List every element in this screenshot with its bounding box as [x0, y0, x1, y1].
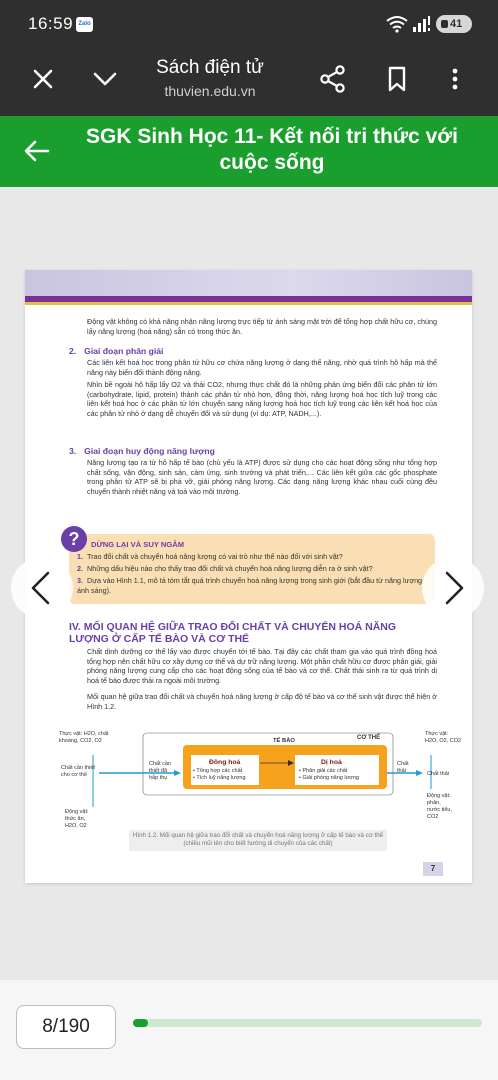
section-2-paragraph-2: Nhìn bề ngoài hô hấp lấy O2 và thải CO2, nhưng thực chất đó là những phản ứng biến đổi các phân tử lớn (carbohydrate, lipid, protein) thành các phân tử nhỏ hơn, đồng thời, năng lượng hoá học tích luỹ trong các liên kết hoá học ở các phân tử lớn chuyển sang năng lượng hoá học tích luỹ trong các liên kết hoá học của các phân tử nhỏ ở dạng dễ chuyển đổi và sử dụng (ví dụ: ATP, NADH,...).	[87, 380, 437, 418]
diagram-needed-2: cho cơ thể	[61, 772, 87, 778]
signal-icon	[412, 15, 432, 33]
page-number: 7	[423, 862, 443, 876]
diagram-anabolism-item-1: • Tổng hợp các chất	[193, 768, 243, 774]
diagram-cell-waste-2: thải	[397, 768, 406, 774]
diagram-anabolism-item-2: • Tích luỹ năng lượng	[193, 775, 246, 781]
diagram-plant-input-2: khoáng, CO2, O2	[59, 738, 102, 744]
section-2-title: Giai đoạn phân giải	[84, 346, 164, 356]
wifi-icon	[386, 15, 408, 33]
reader-footer	[0, 980, 498, 1080]
diagram-absorb-2: thiết đã	[149, 768, 168, 774]
section-3-number: 3.	[69, 446, 77, 456]
section-2-heading	[69, 346, 163, 356]
diagram-cell-waste-1: Chất	[397, 761, 409, 767]
review-question-3: 3. Dựa vào Hình 1.1, mô tả tóm tắt quá trình chuyển hoá năng lượng trong sinh giới (bắt đầu từ năng lượng ánh sáng).	[77, 576, 423, 595]
back-arrow-icon[interactable]	[22, 136, 52, 166]
diagram-body-label: CƠ THỂ	[357, 735, 381, 741]
section-4-paragraph-1: Chất dinh dưỡng cơ thể lấy vào được chuyển tới tế bào. Tại đây các chất tham gia vào quá trình đồng hoá tổng hợp nên chất hữu cơ xây dựng cơ thể và dự trữ năng lượng. Một phần chất hữu cơ được phân giải, giải phóng năng lượng cung cấp cho các hoạt động sống của tế bào và cơ thể. Chất thải sinh ra từ quá trình dị hoá tế bào được thải ra ngoài môi trường.	[87, 647, 437, 685]
section-4-heading: IV. MỐI QUAN HỆ GIỮA TRAO ĐỔI CHẤT VÀ CHUYỂN HOÁ NĂNG LƯỢNG Ở CẤP TẾ BÀO VÀ CƠ THỂ	[69, 621, 397, 645]
section-3-paragraph: Năng lượng tạo ra từ hô hấp tế bào (chủ yếu là ATP) được sử dụng cho các hoạt động sống như tổng hợp chất sống, vận động, sinh sản, cảm ứng, sinh trưởng và phát triển,... Các liên kết giữa các gốc phosphate trong phân tử ATP sẽ bị phá vỡ, giải phóng năng lượng. Các dạng năng lượng khác nhau cuối cùng đều chuyển thành nhiệt năng và toả vào môi trường.	[87, 458, 437, 496]
status-time: 16:59	[28, 14, 74, 33]
diagram-plant-output-1: Thực vật:	[425, 731, 449, 737]
section-4-paragraph-2: Mối quan hệ giữa trao đổi chất và chuyển hoá năng lượng ở cấp độ tế bào và cơ thể sinh vật được thể hiện ở Hình 1.2.	[87, 692, 437, 711]
battery-icon: 41	[436, 15, 472, 33]
page-counter[interactable]: 8/190	[16, 1005, 116, 1049]
diagram-animal-output-2: phân,	[427, 800, 441, 806]
zalo-icon: Zalo	[76, 17, 93, 32]
book-title: SGK Sinh Học 11- Kết nối tri thức với cuộc sống	[85, 125, 459, 174]
close-icon[interactable]	[28, 64, 58, 94]
diagram-waste-out: Chất thải	[427, 771, 450, 777]
paragraph-intro: Động vật không có khả năng nhận năng lượng trực tiếp từ ánh sáng mặt trời để tổng hợp chất hữu cơ, chúng lấy năng lượng (hoá năng) sẵn có trong thức ăn.	[87, 317, 437, 336]
browser-toolbar	[0, 48, 498, 116]
diagram-animal-output-1: Động vật:	[427, 793, 451, 799]
diagram-cell-label: TẾ BÀO	[273, 738, 295, 744]
review-question-1: 1. Trao đổi chất và chuyển hoá năng lượng có vai trò như thế nào đối với sinh vật?	[77, 552, 343, 561]
diagram-catabolism-item-1: • Phân giải các chất	[299, 768, 348, 774]
diagram-animal-input-2: thức ăn,	[65, 816, 86, 822]
question-icon: ?	[61, 526, 87, 552]
browser-page-title: Sách điện tử	[156, 57, 264, 78]
chevron-down-icon[interactable]	[90, 64, 120, 94]
share-icon[interactable]	[318, 64, 348, 94]
section-2-number: 2.	[69, 346, 77, 356]
page-stripe-accent	[25, 302, 472, 305]
more-vert-icon[interactable]	[440, 64, 470, 94]
diagram-anabolism-title: Đồng hoá	[209, 759, 241, 766]
diagram-animal-output-3: nước tiểu,	[427, 807, 453, 813]
chevron-right-icon[interactable]	[422, 557, 484, 619]
diagram-plant-input-1: Thực vật: H2O, chất	[59, 731, 109, 737]
diagram-animal-input-1: Động vật:	[65, 809, 89, 815]
page-banner	[25, 270, 472, 296]
status-bar	[0, 0, 498, 48]
document-page	[25, 270, 472, 883]
diagram-needed-1: Chất cần thiết	[61, 765, 95, 771]
section-3-heading	[69, 446, 215, 456]
diagram-absorb-3: hấp thụ	[149, 775, 168, 781]
figure-caption: Hình 1.2. Mối quan hệ giữa trao đổi chất và chuyển hoá năng lượng ở cấp tế bào và cơ thể (chiều mũi tên cho biết hướng di chuyển của các chất)	[129, 830, 387, 851]
diagram-catabolism-title: Dị hoá	[321, 759, 342, 766]
diagram-catabolism-item-2: • Giải phóng năng lượng	[299, 775, 359, 781]
browser-title-area[interactable]	[130, 56, 290, 102]
diagram-absorb-1: Chất cần	[149, 761, 172, 767]
diagram-plant-output-2: H2O, O2, CO2	[425, 738, 462, 744]
browser-url: thuvien.edu.vn	[164, 83, 256, 99]
diagram-animal-input-3: H2O, O2	[65, 823, 87, 829]
bookmark-icon[interactable]	[382, 64, 412, 94]
chevron-left-icon[interactable]	[11, 557, 73, 619]
section-2-paragraph-1: Các liên kết hoá học trong phân tử hữu cơ chứa năng lượng ở dạng thế năng, nhờ quá trình hô hấp mà thế năng này biến đổi thành động năng.	[87, 358, 437, 377]
section-3-title: Giai đoạn huy động năng lượng	[84, 446, 215, 456]
book-viewer[interactable]	[0, 187, 498, 980]
review-question-2: 2. Những dấu hiệu nào cho thấy trao đổi chất và chuyển hoá năng lượng diễn ra ở sinh vật?	[77, 564, 373, 573]
review-title: DỪNG LẠI VÀ SUY NGẪM	[91, 540, 185, 549]
book-header	[0, 116, 498, 187]
progress-fill	[133, 1019, 148, 1027]
progress-track[interactable]	[133, 1019, 482, 1027]
diagram-animal-output-4: CO2	[427, 814, 439, 820]
